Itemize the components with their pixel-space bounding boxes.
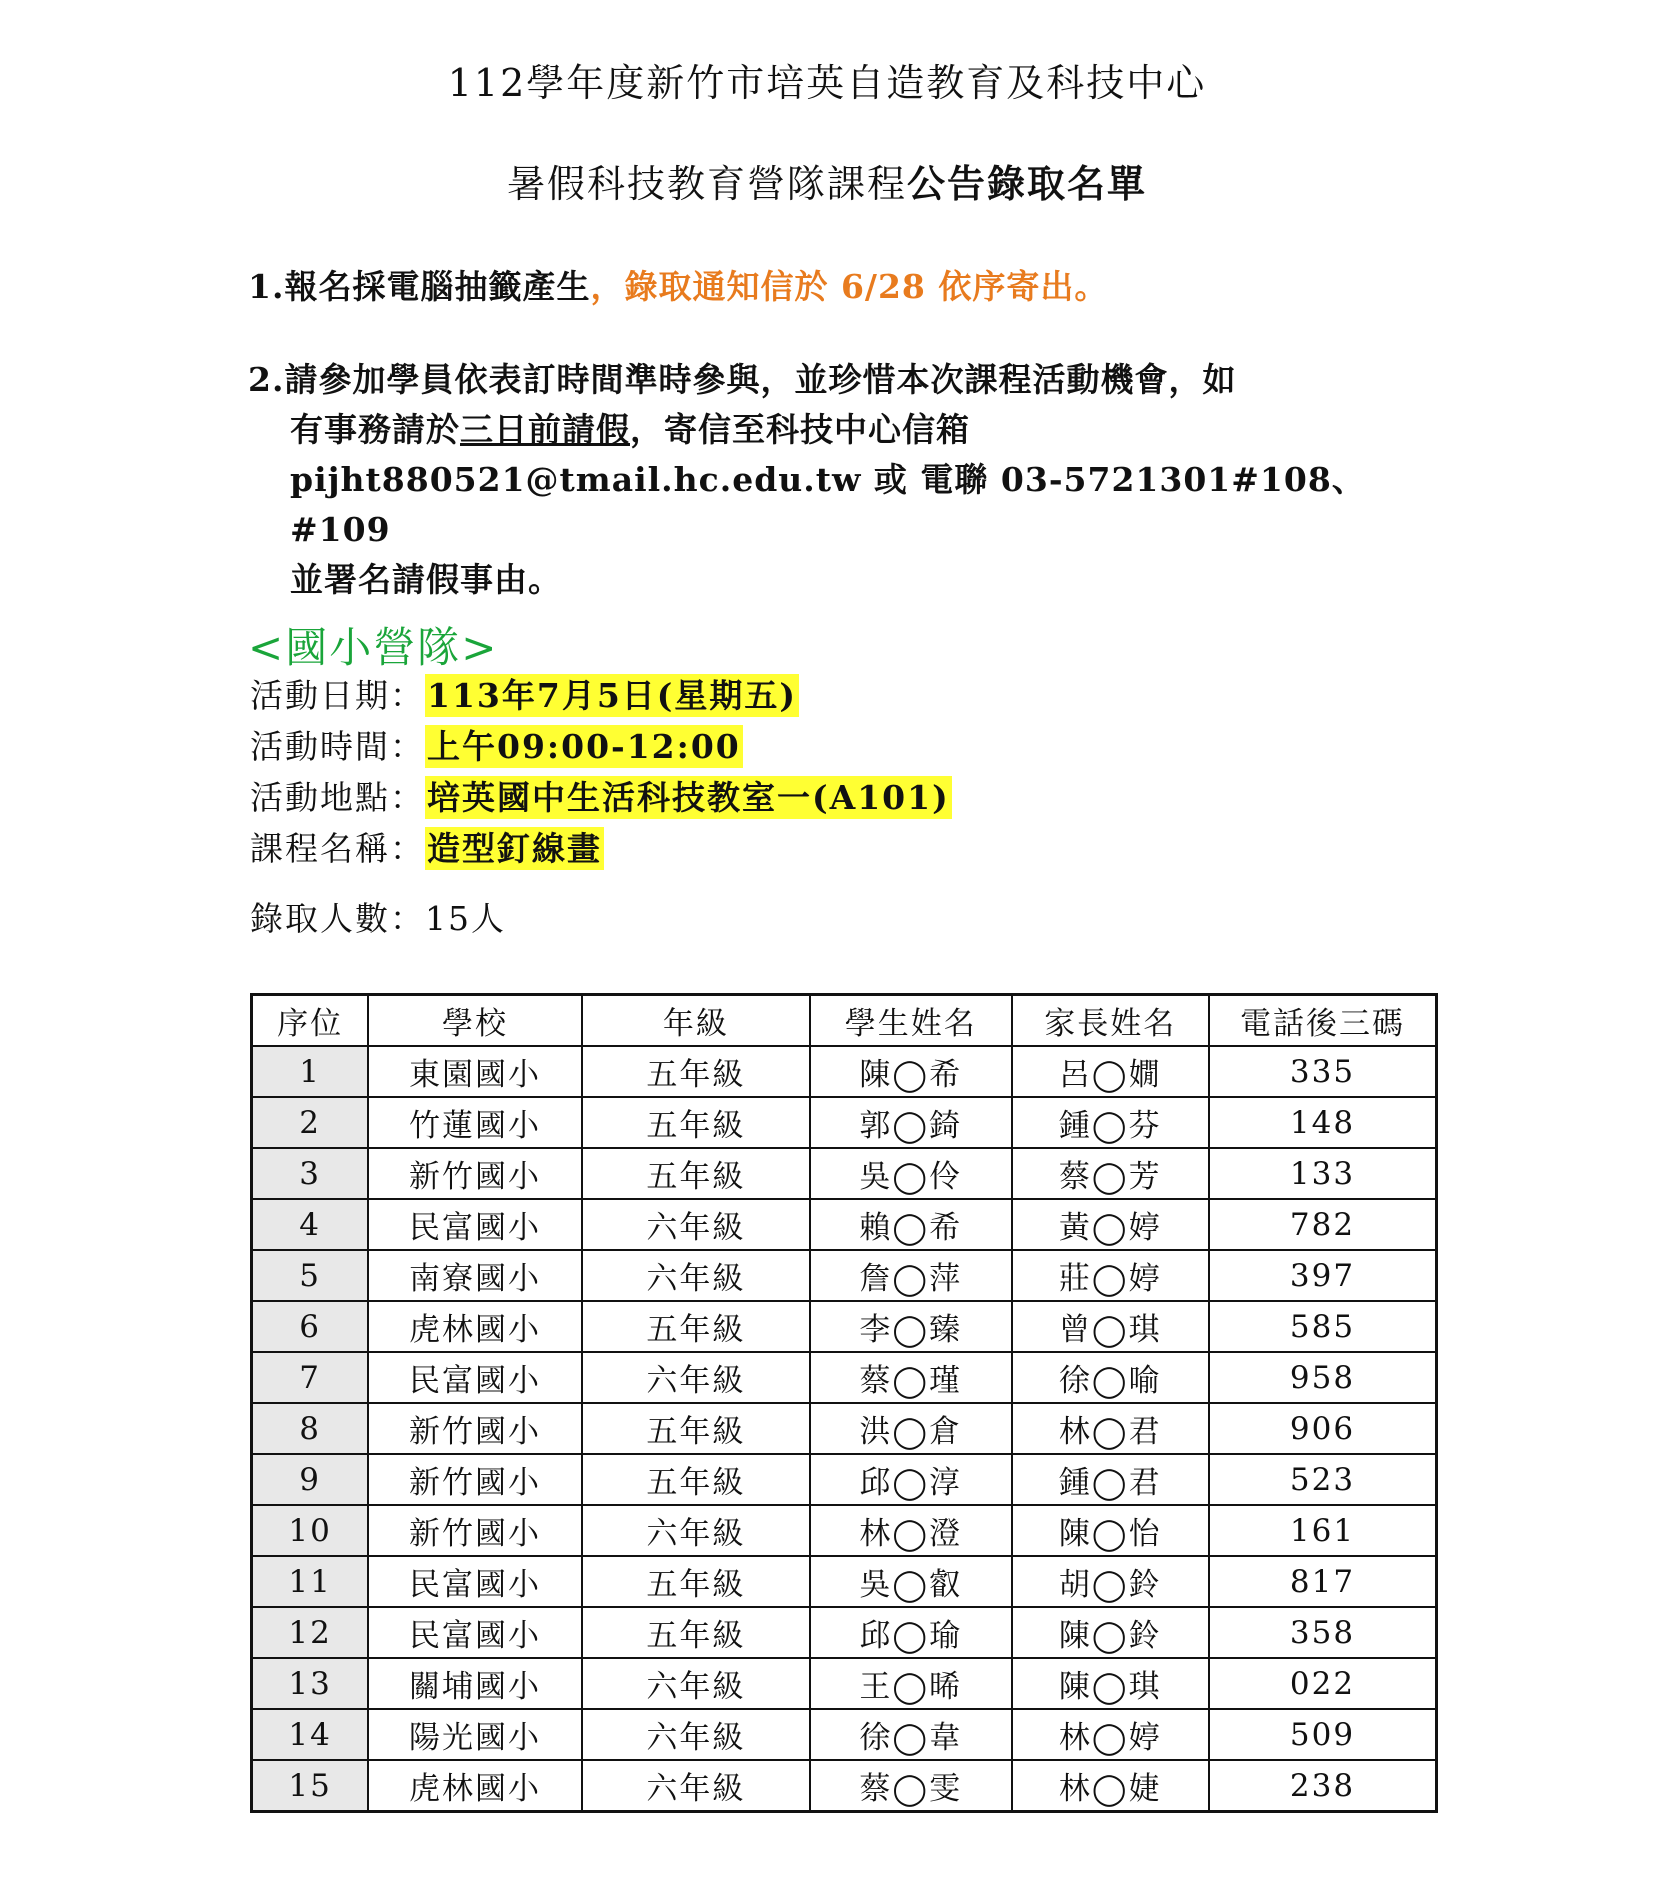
admission-count-value: 15人 bbox=[425, 899, 506, 938]
cell-phone-last3: 022 bbox=[1209, 1658, 1437, 1709]
notice-1-mail-date: ，錄取通知信於 6/28 依序寄出。 bbox=[590, 267, 1109, 306]
cell-phone-last3: 397 bbox=[1209, 1250, 1437, 1301]
cell-parent-name: 林◯婷 bbox=[1012, 1709, 1209, 1760]
table-row bbox=[252, 1607, 1437, 1658]
cell-phone-last3: 958 bbox=[1209, 1352, 1437, 1403]
cell-grade: 六年級 bbox=[582, 1709, 810, 1760]
cell-seq: 8 bbox=[252, 1403, 369, 1454]
cell-parent-name: 蔡◯芳 bbox=[1012, 1148, 1209, 1199]
cell-student-name: 邱◯瑜 bbox=[810, 1607, 1011, 1658]
cell-seq: 15 bbox=[252, 1760, 369, 1812]
cell-school: 東園國小 bbox=[368, 1046, 581, 1097]
header-parent-name: 家長姓名 bbox=[1012, 995, 1209, 1047]
cell-student-name: 林◯澄 bbox=[810, 1505, 1011, 1556]
cell-parent-name: 陳◯琪 bbox=[1012, 1658, 1209, 1709]
activity-place bbox=[250, 774, 952, 822]
cell-school: 新竹國小 bbox=[368, 1454, 581, 1505]
cell-seq: 12 bbox=[252, 1607, 369, 1658]
cell-school: 新竹國小 bbox=[368, 1148, 581, 1199]
cell-parent-name: 胡◯鈴 bbox=[1012, 1556, 1209, 1607]
cell-seq: 2 bbox=[252, 1097, 369, 1148]
cell-parent-name: 呂◯嫺 bbox=[1012, 1046, 1209, 1097]
cell-phone-last3: 148 bbox=[1209, 1097, 1437, 1148]
table-row bbox=[252, 1046, 1437, 1097]
table-body bbox=[252, 1046, 1437, 1812]
activity-place-label: 活動地點： bbox=[250, 778, 425, 817]
cell-student-name: 郭◯錡 bbox=[810, 1097, 1011, 1148]
cell-seq: 4 bbox=[252, 1199, 369, 1250]
activity-place-value: 培英國中生活科技教室一(A101) bbox=[427, 778, 950, 817]
cell-seq: 6 bbox=[252, 1301, 369, 1352]
cell-phone-last3: 817 bbox=[1209, 1556, 1437, 1607]
cell-grade: 五年級 bbox=[582, 1403, 810, 1454]
cell-grade: 六年級 bbox=[582, 1760, 810, 1812]
cell-phone-last3: 238 bbox=[1209, 1760, 1437, 1812]
header-school: 學校 bbox=[368, 995, 581, 1047]
section-title: <國小營隊> bbox=[248, 623, 499, 672]
cell-parent-name: 鍾◯君 bbox=[1012, 1454, 1209, 1505]
notice-2-deadline: 三日前請假 bbox=[460, 410, 630, 449]
cell-seq: 1 bbox=[252, 1046, 369, 1097]
admission-count-label: 錄取人數： bbox=[250, 899, 425, 938]
admission-table bbox=[250, 993, 1438, 1813]
cell-phone-last3: 133 bbox=[1209, 1148, 1437, 1199]
table-row bbox=[252, 1760, 1437, 1812]
header-seq: 序位 bbox=[252, 995, 369, 1047]
cell-student-name: 吳◯伶 bbox=[810, 1148, 1011, 1199]
cell-seq: 13 bbox=[252, 1658, 369, 1709]
cell-grade: 五年級 bbox=[582, 1046, 810, 1097]
header-student-name: 學生姓名 bbox=[810, 995, 1011, 1047]
cell-grade: 六年級 bbox=[582, 1658, 810, 1709]
notice-2-line-4: 並署名請假事由。 bbox=[290, 560, 562, 599]
table-row bbox=[252, 1097, 1437, 1148]
cell-seq: 9 bbox=[252, 1454, 369, 1505]
cell-parent-name: 陳◯鈴 bbox=[1012, 1607, 1209, 1658]
cell-seq: 5 bbox=[252, 1250, 369, 1301]
cell-grade: 五年級 bbox=[582, 1148, 810, 1199]
table-row bbox=[252, 1250, 1437, 1301]
cell-school: 民富國小 bbox=[368, 1607, 581, 1658]
notice-2-line-2-post: ，寄信至科技中心信箱 bbox=[630, 410, 970, 449]
cell-student-name: 王◯晞 bbox=[810, 1658, 1011, 1709]
activity-date bbox=[250, 672, 799, 720]
cell-school: 南寮國小 bbox=[368, 1250, 581, 1301]
course-name-label: 課程名稱： bbox=[250, 829, 425, 868]
cell-parent-name: 林◯婕 bbox=[1012, 1760, 1209, 1812]
cell-phone-last3: 906 bbox=[1209, 1403, 1437, 1454]
cell-school: 關埔國小 bbox=[368, 1658, 581, 1709]
cell-phone-last3: 335 bbox=[1209, 1046, 1437, 1097]
cell-grade: 五年級 bbox=[582, 1607, 810, 1658]
header-phone-last3: 電話後三碼 bbox=[1209, 995, 1437, 1047]
cell-school: 竹蓮國小 bbox=[368, 1097, 581, 1148]
cell-student-name: 詹◯萍 bbox=[810, 1250, 1011, 1301]
cell-phone-last3: 782 bbox=[1209, 1199, 1437, 1250]
cell-student-name: 李◯臻 bbox=[810, 1301, 1011, 1352]
cell-seq: 10 bbox=[252, 1505, 369, 1556]
subtitle-bold: 公告錄取名單 bbox=[907, 161, 1148, 206]
notice-2-line-1: 2.請參加學員依表訂時間準時參與，並珍惜本次課程活動機會，如 bbox=[248, 360, 1237, 399]
cell-seq: 11 bbox=[252, 1556, 369, 1607]
cell-school: 新竹國小 bbox=[368, 1505, 581, 1556]
cell-grade: 六年級 bbox=[582, 1199, 810, 1250]
cell-phone-last3: 585 bbox=[1209, 1301, 1437, 1352]
cell-phone-last3: 523 bbox=[1209, 1454, 1437, 1505]
cell-parent-name: 曾◯琪 bbox=[1012, 1301, 1209, 1352]
table-row bbox=[252, 1148, 1437, 1199]
table-row bbox=[252, 1199, 1437, 1250]
cell-phone-last3: 161 bbox=[1209, 1505, 1437, 1556]
cell-school: 新竹國小 bbox=[368, 1403, 581, 1454]
activity-time bbox=[250, 723, 743, 771]
cell-student-name: 吳◯叡 bbox=[810, 1556, 1011, 1607]
course-name-value: 造型釘線畫 bbox=[427, 829, 602, 868]
cell-seq: 3 bbox=[252, 1148, 369, 1199]
table-row bbox=[252, 1658, 1437, 1709]
cell-phone-last3: 358 bbox=[1209, 1607, 1437, 1658]
cell-school: 民富國小 bbox=[368, 1556, 581, 1607]
cell-grade: 五年級 bbox=[582, 1454, 810, 1505]
header-grade: 年級 bbox=[582, 995, 810, 1047]
table-row bbox=[252, 1709, 1437, 1760]
document-subtitle bbox=[0, 161, 1654, 206]
course-name bbox=[250, 825, 604, 873]
activity-time-value: 上午09:00-12:00 bbox=[427, 727, 741, 766]
cell-parent-name: 鍾◯芬 bbox=[1012, 1097, 1209, 1148]
notice-2-line-2-pre: 有事務請於 bbox=[290, 410, 460, 449]
cell-grade: 五年級 bbox=[582, 1301, 810, 1352]
cell-seq: 14 bbox=[252, 1709, 369, 1760]
cell-school: 民富國小 bbox=[368, 1352, 581, 1403]
admission-count bbox=[250, 895, 506, 943]
table-row bbox=[252, 1454, 1437, 1505]
cell-parent-name: 陳◯怡 bbox=[1012, 1505, 1209, 1556]
table-row bbox=[252, 1556, 1437, 1607]
table-row bbox=[252, 1403, 1437, 1454]
document-title: 112學年度新竹市培英自造教育及科技中心 bbox=[447, 61, 1207, 105]
table-row bbox=[252, 1301, 1437, 1352]
notice-item-1 bbox=[248, 262, 1108, 312]
cell-student-name: 蔡◯雯 bbox=[810, 1760, 1011, 1812]
cell-parent-name: 莊◯婷 bbox=[1012, 1250, 1209, 1301]
cell-student-name: 邱◯淳 bbox=[810, 1454, 1011, 1505]
cell-student-name: 洪◯倉 bbox=[810, 1403, 1011, 1454]
cell-school: 陽光國小 bbox=[368, 1709, 581, 1760]
activity-time-label: 活動時間： bbox=[250, 727, 425, 766]
cell-school: 虎林國小 bbox=[368, 1760, 581, 1812]
subtitle-normal: 暑假科技教育營隊課程 bbox=[506, 162, 907, 206]
cell-grade: 六年級 bbox=[582, 1250, 810, 1301]
cell-student-name: 賴◯希 bbox=[810, 1199, 1011, 1250]
table-row bbox=[252, 1352, 1437, 1403]
cell-student-name: 徐◯韋 bbox=[810, 1709, 1011, 1760]
notice-2-line-2 bbox=[248, 405, 1398, 455]
cell-parent-name: 徐◯喻 bbox=[1012, 1352, 1209, 1403]
table-header-row bbox=[252, 995, 1437, 1047]
cell-student-name: 蔡◯瑾 bbox=[810, 1352, 1011, 1403]
cell-school: 民富國小 bbox=[368, 1199, 581, 1250]
cell-grade: 五年級 bbox=[582, 1556, 810, 1607]
notice-2-contact: pijht880521@tmail.hc.edu.tw 或 電聯 03-5721301#108、#109 bbox=[290, 460, 1366, 549]
cell-parent-name: 林◯君 bbox=[1012, 1403, 1209, 1454]
table-row bbox=[252, 1505, 1437, 1556]
cell-student-name: 陳◯希 bbox=[810, 1046, 1011, 1097]
cell-grade: 五年級 bbox=[582, 1097, 810, 1148]
cell-phone-last3: 509 bbox=[1209, 1709, 1437, 1760]
cell-grade: 六年級 bbox=[582, 1352, 810, 1403]
notice-item-2 bbox=[248, 355, 1398, 605]
notice-1-text: 1.報名採電腦抽籤產生 bbox=[248, 267, 591, 306]
cell-grade: 六年級 bbox=[582, 1505, 810, 1556]
cell-school: 虎林國小 bbox=[368, 1301, 581, 1352]
activity-date-value: 113年7月5日(星期五) bbox=[427, 676, 798, 715]
activity-date-label: 活動日期： bbox=[250, 676, 425, 715]
cell-parent-name: 黃◯婷 bbox=[1012, 1199, 1209, 1250]
cell-seq: 7 bbox=[252, 1352, 369, 1403]
